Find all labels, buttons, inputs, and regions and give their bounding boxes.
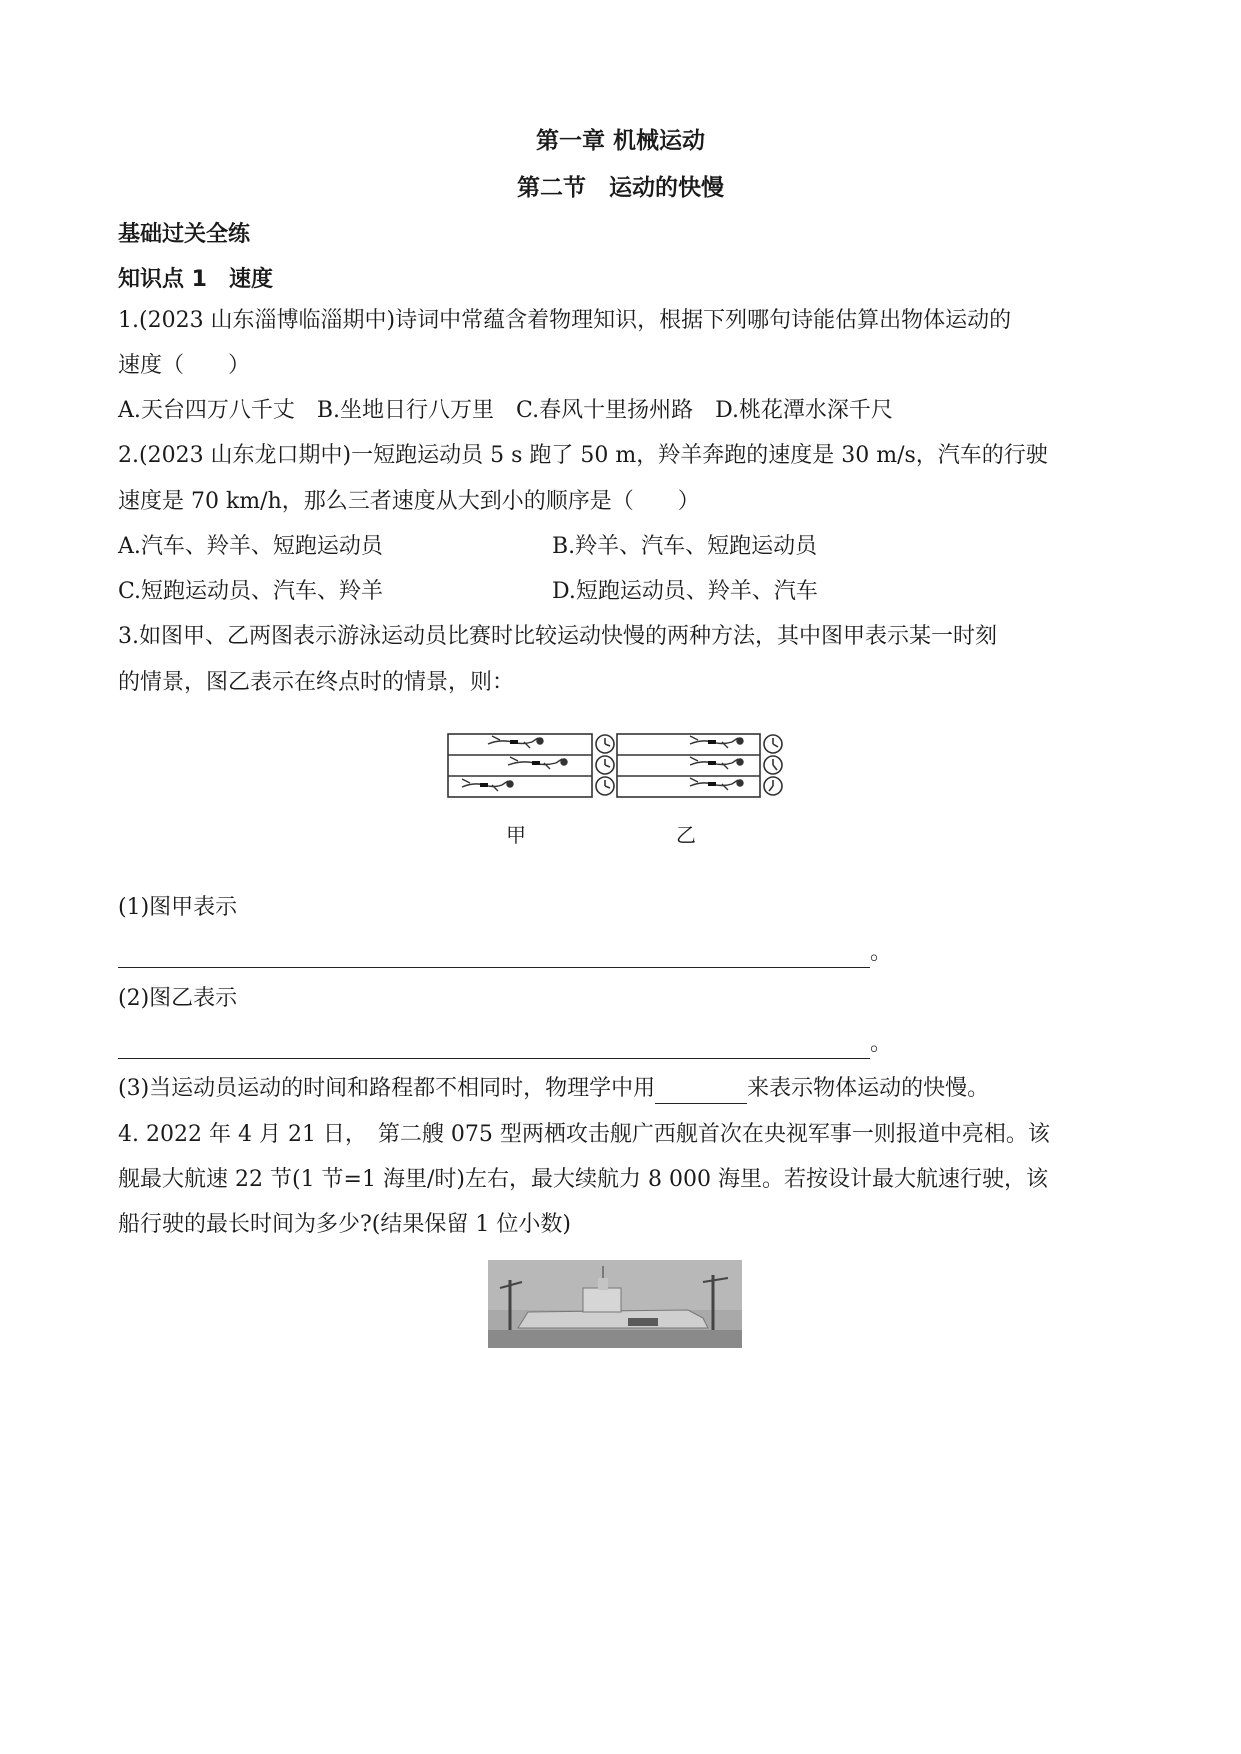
ship-photo — [488, 1260, 742, 1348]
q4-stem-line2: 舰最大航速 22 节(1 节=1 海里/时)左右，最大续航力 8 000 海里。若按设计最大航速行驶，该 — [118, 1167, 1048, 1192]
q3-stem-line2: 的情景，图乙表示在终点时的情景，则： — [118, 670, 515, 695]
q2-option-b: B.羚羊、汽车、短跑运动员 — [552, 534, 818, 559]
answer-blank-1[interactable] — [118, 943, 870, 968]
q1-stem-line2: 速度（ ） — [118, 353, 251, 378]
period: 。 — [870, 1031, 893, 1056]
q4-stem-line3: 船行驶的最长时间为多少?(结果保留 1 位小数) — [118, 1212, 571, 1237]
q2-option-c: C.短跑运动员、汽车、羚羊 — [118, 579, 384, 604]
q3-sub1-answer-line[interactable] — [118, 938, 892, 968]
q3-stem-line1: 3.如图甲、乙两图表示游泳运动员比赛时比较运动快慢的两种方法，其中图甲表示某一时刻 — [118, 624, 997, 649]
q3-sub1: (1)图甲表示 — [118, 895, 238, 920]
q1-stem-line1: 1.(2023 山东淄博临淄期中)诗词中常蕴含着物理知识，根据下列哪句诗能估算出物体运动的 — [118, 308, 1012, 333]
q2-option-a: A.汽车、羚羊、短跑运动员 — [118, 534, 383, 559]
swimming-race-figure — [440, 726, 800, 816]
answer-blank-3[interactable] — [655, 1081, 747, 1104]
q3-sub3 — [118, 1074, 989, 1104]
q3-sub3-suffix: 来表示物体运动的快慢。 — [747, 1076, 990, 1101]
chapter-title: 第一章 机械运动 — [535, 128, 705, 154]
q1-options: A.天台四万八千丈 B.坐地日行八万里 C.春风十里扬州路 D.桃花潭水深千尺 — [118, 398, 893, 423]
q3-sub3-prefix: (3)当运动员运动的时间和路程都不相同时，物理学中用 — [118, 1076, 656, 1101]
q2-stem-line2: 速度是 70 km/h，那么三者速度从大到小的顺序是（ ） — [118, 489, 700, 514]
q4-stem-line1: 4. 2022 年 4 月 21 日， 第二艘 075 型两栖攻击舰广西舰首次在央视军事一则报道中亮相。该 — [118, 1122, 1050, 1147]
knowledge-point-heading: 知识点 1 速度 — [118, 267, 273, 292]
q2-stem-line1: 2.(2023 山东龙口期中)一短跑运动员 5 s 跑了 50 m，羚羊奔跑的速度是 30 m/s，汽车的行驶 — [118, 443, 1048, 468]
section-title: 第二节 运动的快慢 — [517, 175, 724, 201]
figure-label-a: 甲 — [506, 823, 526, 847]
section-heading: 基础过关全练 — [118, 222, 251, 247]
q3-sub2-answer-line[interactable] — [118, 1029, 892, 1059]
answer-blank-2[interactable] — [118, 1034, 870, 1059]
q2-option-d: D.短跑运动员、羚羊、汽车 — [552, 579, 818, 604]
q3-sub2: (2)图乙表示 — [118, 986, 238, 1011]
period: 。 — [870, 940, 893, 965]
figure-label-b: 乙 — [676, 823, 696, 847]
